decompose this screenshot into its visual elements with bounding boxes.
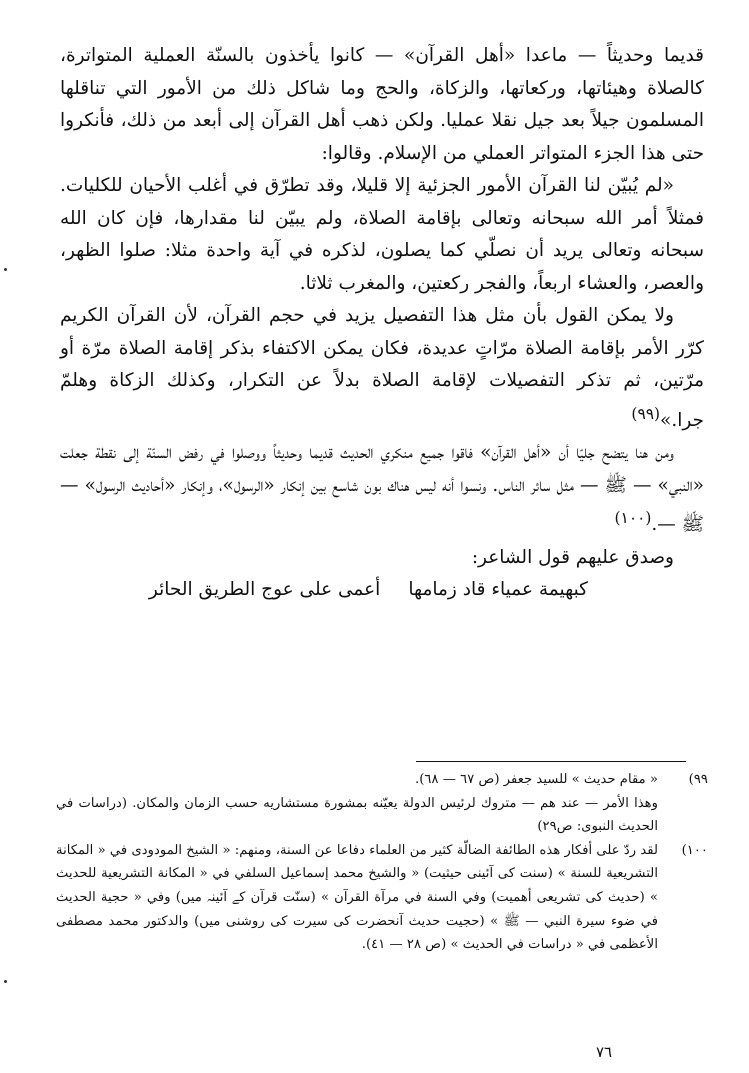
- paragraph-3: [60, 300, 704, 437]
- footnotes: [56, 768, 708, 957]
- footnote-100: [56, 839, 708, 957]
- verse-hemistich-1: كبهيمة عمياء قاد زمامها: [408, 579, 588, 601]
- paragraph-2: «لم يُبيّن لنا القرآن الأمور الجزئية إلا قليلا، وقد تطرّق في أغلب الأحيان للكليات. فمثلاً أمر الله سبحانه وتعالى بإقامة الصلاة، ولم يبيّن لنا مقدارها، فإن كان الله سبحانه وتعالى يريد أن نصلّي كما يصلون، لذكره في آية واحدة مثلا: صلوا الظهر، والعصر، والعشاء اربعاً، والفجر ركعتين، والمغرب ثلاثا.: [60, 175, 704, 294]
- main-text: [60, 40, 704, 607]
- footnote-line: لقد ردّ على أفكار هذه الطائفة الضالّة كثير من العلماء دفاعا عن السنة، ومنهم: « الشيخ المودودى في « المكانة التشريعية للسنة » (سنت کی آئینی حیثیت) « والشيخ محمد إسماعيل السلفي في « المكانة التشريعية للحديث » (حدیث کی تشریعی أهميت) وفي السنة في مرآة القرآن » (سنّت قرآن کے آئینہ میں) وفي « حجية الحديث في ضوء سيرة النبي — ﷺ » (حجیت حدیث آنحضرت کی سیرت کی روشنی میں) والدكتور محمد مصطفى الأعظمى في « دراسات في الحديث » (ص ٢٨ — ٤١).: [56, 842, 658, 953]
- paragraph-4: [60, 437, 704, 542]
- footnote-separator: [416, 761, 686, 762]
- poetry-verse: [60, 574, 704, 607]
- scan-speck: [4, 268, 7, 271]
- footnote-line: وهذا الأمر — عند هم — متروك لرئيس الدولة يعيّنه بمشورة مستشاريه حسب الزمان والمكان. (دراسات في الحديث النبوى: ص٢٩): [56, 795, 658, 835]
- page-number: ٧٦: [596, 1043, 613, 1061]
- footnote-line: « مقام حديث » للسيد جعفر (ص ٦٧ — ٦٨).: [415, 772, 658, 787]
- paragraph-4-text: ومن هنا يتضح جليّا أن «أهل القرآن» فاقوا جميع منكري الحديث قديما وحديثاً ووصلوا في رفض السنّة إلى نقطة جعلت «النبي» — ﷺ — مثل سائر الناس. ونسوا أنه ليس هناك بون شاسع بين إنكار «الرسول»، وإنكار «أحاديث الرسول» — ﷺ —.: [60, 442, 704, 536]
- paragraph-3-text: ولا يمكن القول بأن مثل هذا التفصيل يزيد في حجم القرآن، لأن القرآن الكريم كرّر الأمر بإقامة الصلاة مرّاتٍ عديدة، فكان يمكن الاكتفاء بذكر إقامة الصلاة مرّة أو مرّتين، ثم تذكر التفصيلات لإقامة الصلاة بدلاً عن التكرار، وكذلك الزكاة وهلمّ جرا.»: [60, 305, 704, 431]
- verse-hemistich-2: أعمى على عوج الطريق الحائر: [148, 579, 381, 601]
- paragraph-5: وصدق عليهم قول الشاعر:: [471, 546, 674, 568]
- footnote-number: ٩٩): [688, 772, 708, 787]
- scan-speck: [4, 980, 7, 983]
- paragraph-1: قديما وحديثاً — ماعدا «أهل القرآن» — كانوا يأخذون بالسنّة العملية المتواترة، كالصلاة وهيئاتها، وركعاتها، والزكاة، والحج وما شاكل ذلك من الأمور التي تناقلها المسلمون جيلاً بعد جيل نقلا عمليا. ولكن ذهب أهل القرآن إلى أبعد من ذلك، فأنكروا حتى هذا الجزء المتواتر العملي من الإسلام. وقالوا:: [60, 45, 704, 164]
- footnote-ref-99[interactable]: (٩٩): [631, 404, 661, 423]
- footnote-ref-100[interactable]: (١٠٠): [614, 509, 652, 528]
- footnote-99: [56, 768, 708, 839]
- footnote-number: ١٠٠): [681, 842, 708, 858]
